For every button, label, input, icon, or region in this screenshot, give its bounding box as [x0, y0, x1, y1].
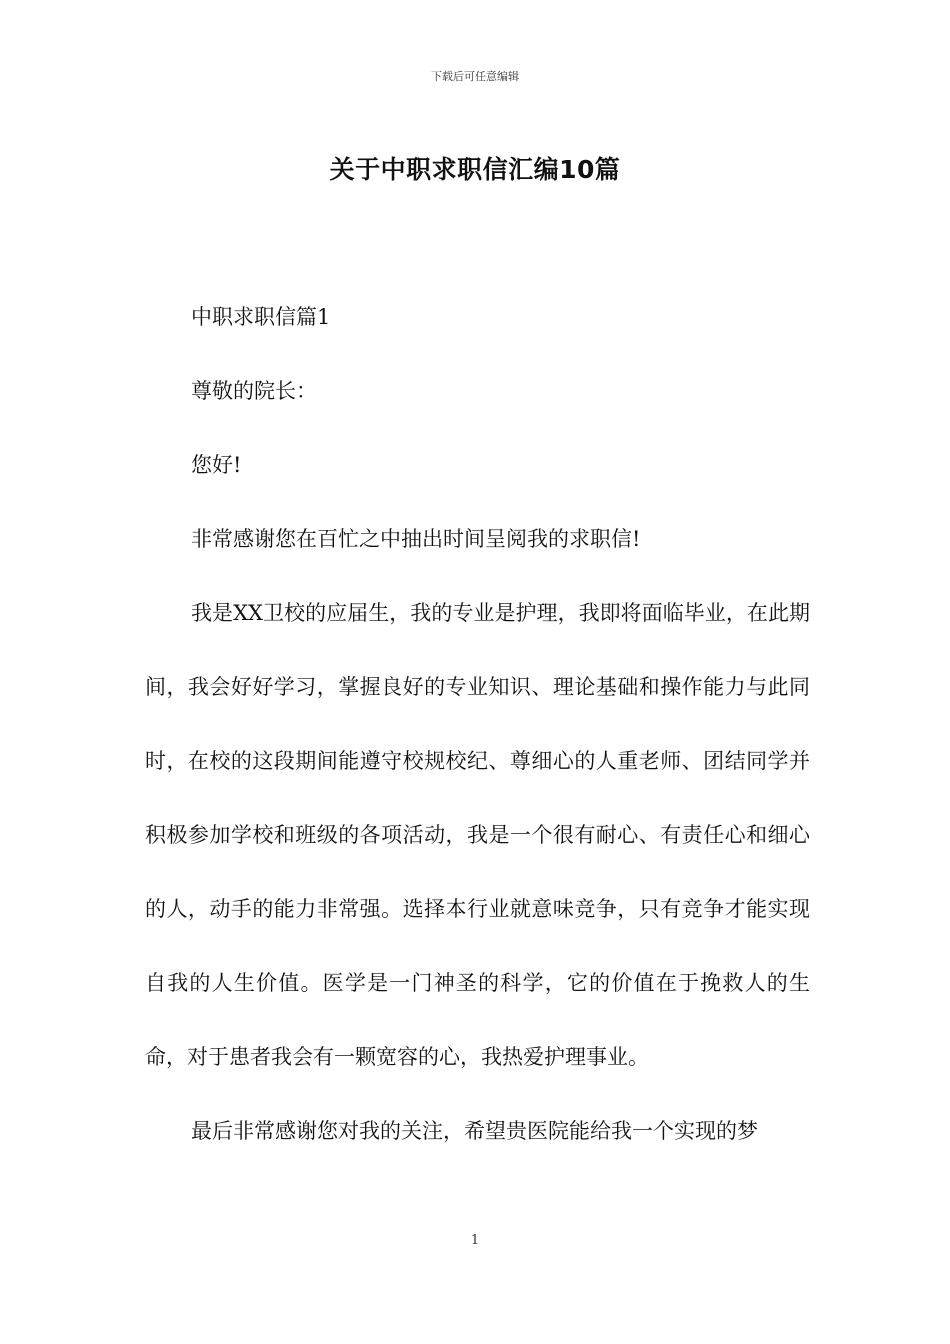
header-note: 下载后可任意编辑	[431, 70, 519, 83]
section-heading: 中职求职信篇1	[191, 305, 331, 329]
page-number: 1	[470, 1233, 480, 1248]
body-paragraph: 非常感谢您在百忙之中抽出时间呈阅我的求职信!	[191, 527, 641, 551]
body-paragraph: 最后非常感谢您对我的关注，希望贵医院能给我一个实现的梦	[191, 1119, 758, 1143]
salutation: 尊敬的院长：	[191, 379, 317, 403]
greeting: 您好!	[191, 453, 242, 477]
document-title: 关于中职求职信汇编10篇	[329, 155, 621, 184]
body-paragraph: 我是XX卫校的应届生，我的专业是护理，我即将面临毕业，在此期间，我会好好学习，掌握良好的专业知识、理论基础和操作能力与此同时，在校的这段期间能遵守校规校纪、尊细心的人重老师、团结同学并积极参加学校和班级的各项活动，我是一个很有耐心、有责任心和细心的人，动手的能力非常强。选择本行业就意味竞争，只有竞争才能实现自我的人生价值。医学是一门神圣的科学，它的价值在于挽救人的生命，对于患者我会有一颗宽容的心，我热爱护理事业。	[145, 601, 810, 1069]
document-body	[145, 280, 810, 1168]
